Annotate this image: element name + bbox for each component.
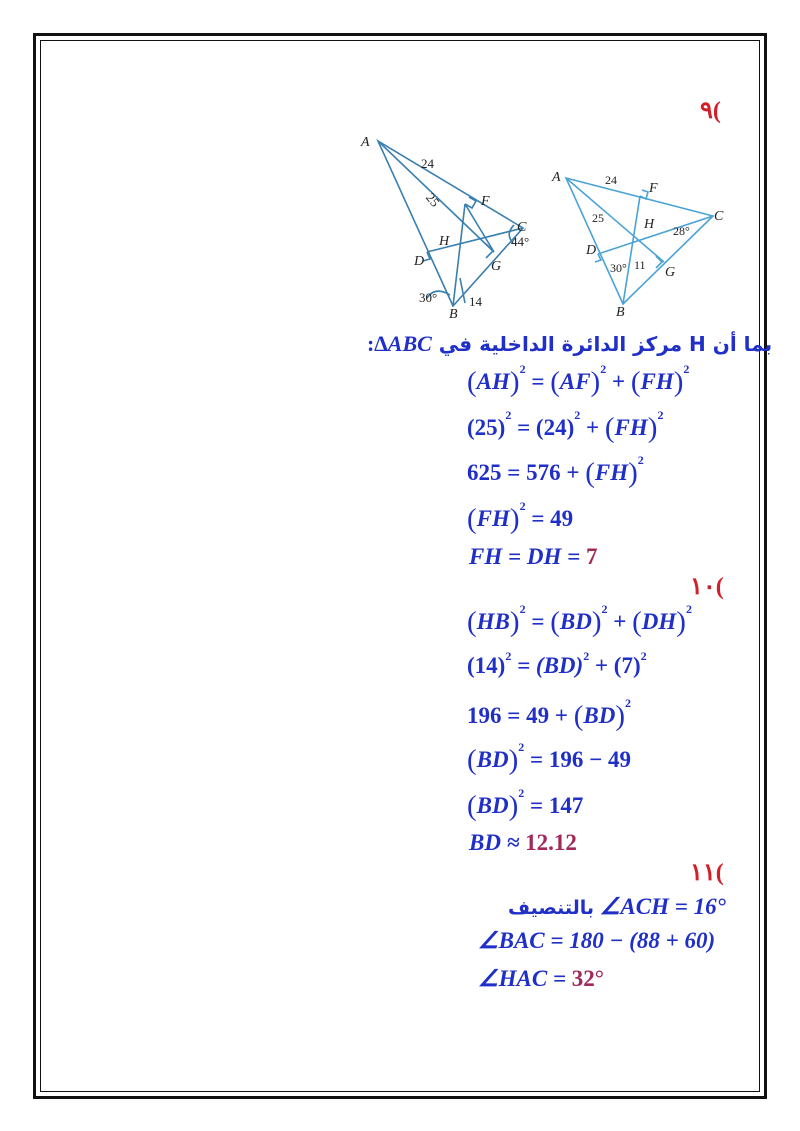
eq-9-4-rhs: = 49 [531,506,574,531]
triangle-figure-left [355,128,545,318]
fig1-label-f: F [481,194,490,209]
fig1-seg: 14 [469,294,482,309]
eq-11-2-expr: ∠BAC = 180 − (88 + 60) [478,928,716,953]
intro-colon: : [367,331,375,356]
eq-10-3-lhs: 196 = 49 + [467,703,568,728]
intro-triangle: ∆ABC [374,331,432,356]
eq-11-1-expr: ∠ACH = 16° [599,894,726,919]
fig2-side-ab: 24 [605,173,617,187]
eq-11-2 [478,928,715,954]
eq-10-4-rhs: = 196 − 49 [530,747,632,772]
fig2-side-diag: 25 [592,211,604,225]
fig2-angle-b: 30° [610,261,627,275]
fig2-label-c: C [714,209,724,224]
problem-9-number: ٩( [700,98,721,124]
fig2-label-h: H [644,217,655,232]
fig2-label-a: A [552,170,561,185]
fig1-angle-c: 44° [511,234,530,249]
eq-9-3-lhs: 625 = 576 + [467,460,580,485]
fig1-label-d: D [414,254,425,269]
fig1-side-ab: 24 [421,156,434,171]
problem-11-number: ١١( [690,860,724,886]
fig2-label-f: F [649,181,658,196]
eq-9-1: (AH)$^2$ = (AF)$^2$ + (FH)$^2$ [467,362,690,398]
fig1-label-h: H [439,234,450,249]
eq-10-2-lhs: (14) [467,653,506,678]
eq-9-3: 625 = 576 + (FH)$^2$ [467,453,644,489]
eq-11-1 [508,894,726,920]
triangle-figure-right [548,166,733,316]
eq-9-4: (FH)$^2$ = 49 [467,499,574,535]
eq-9-2: $(25)^2 = (24)^2 + (FH)^2$ [467,408,664,444]
eq-10-2: $(14)^2 = (BD)^2 + (7)^2$ [467,649,647,678]
fig1-side-diag: 25 [422,190,443,210]
eq-9-2-mid: = (24) [517,415,575,440]
fig1-angle-b: 30° [419,290,438,305]
fig2-label-b: B [616,305,625,316]
intro-arabic: بما أن H مركز الدائرة الداخلية في [438,332,773,356]
eq-10-6 [469,830,577,856]
fig1-label-g: G [491,259,502,274]
eq-10-1: (HB)$^2$ = (BD)$^2$ + (DH)$^2$ [467,602,692,638]
eq-11-3-result: 32° [571,966,604,991]
eq-10-5-rhs: = 147 [530,793,584,818]
eq-10-2-rhs: + (7) [594,653,641,678]
fig1-label-a: A [361,135,370,150]
fig1-label-b: B [449,307,458,318]
eq-10-5: (BD)$^2$ = 147 [467,786,584,822]
eq-9-5-lhs: FH = DH = [469,544,581,569]
eq-10-3: 196 = 49 + (BD)$^2$ [467,696,632,732]
fig2-seg: 11 [634,258,646,272]
eq-9-5-result: 7 [585,544,598,569]
eq-9-2-lhs: (25) [467,415,506,440]
eq-10-4: (BD)$^2$ = 196 − 49 [467,740,632,776]
problem-10-number: ١٠( [690,574,724,600]
eq-10-6-result: 12.12 [525,830,577,855]
intro-line [367,331,772,357]
fig2-label-g: G [665,265,676,280]
eq-9-5 [469,544,597,570]
eq-10-6-lhs: BD ≈ [469,830,520,855]
fig1-label-c: C [517,220,527,235]
eq-11-3 [478,966,604,992]
fig2-angle-c: 28° [673,224,690,238]
fig2-label-d: D [586,243,597,258]
eq-11-1-word: بالتنصيف [508,897,595,919]
eq-10-2-mid: = (BD) [517,653,584,678]
eq-11-3-lhs: ∠HAC = [478,966,567,991]
